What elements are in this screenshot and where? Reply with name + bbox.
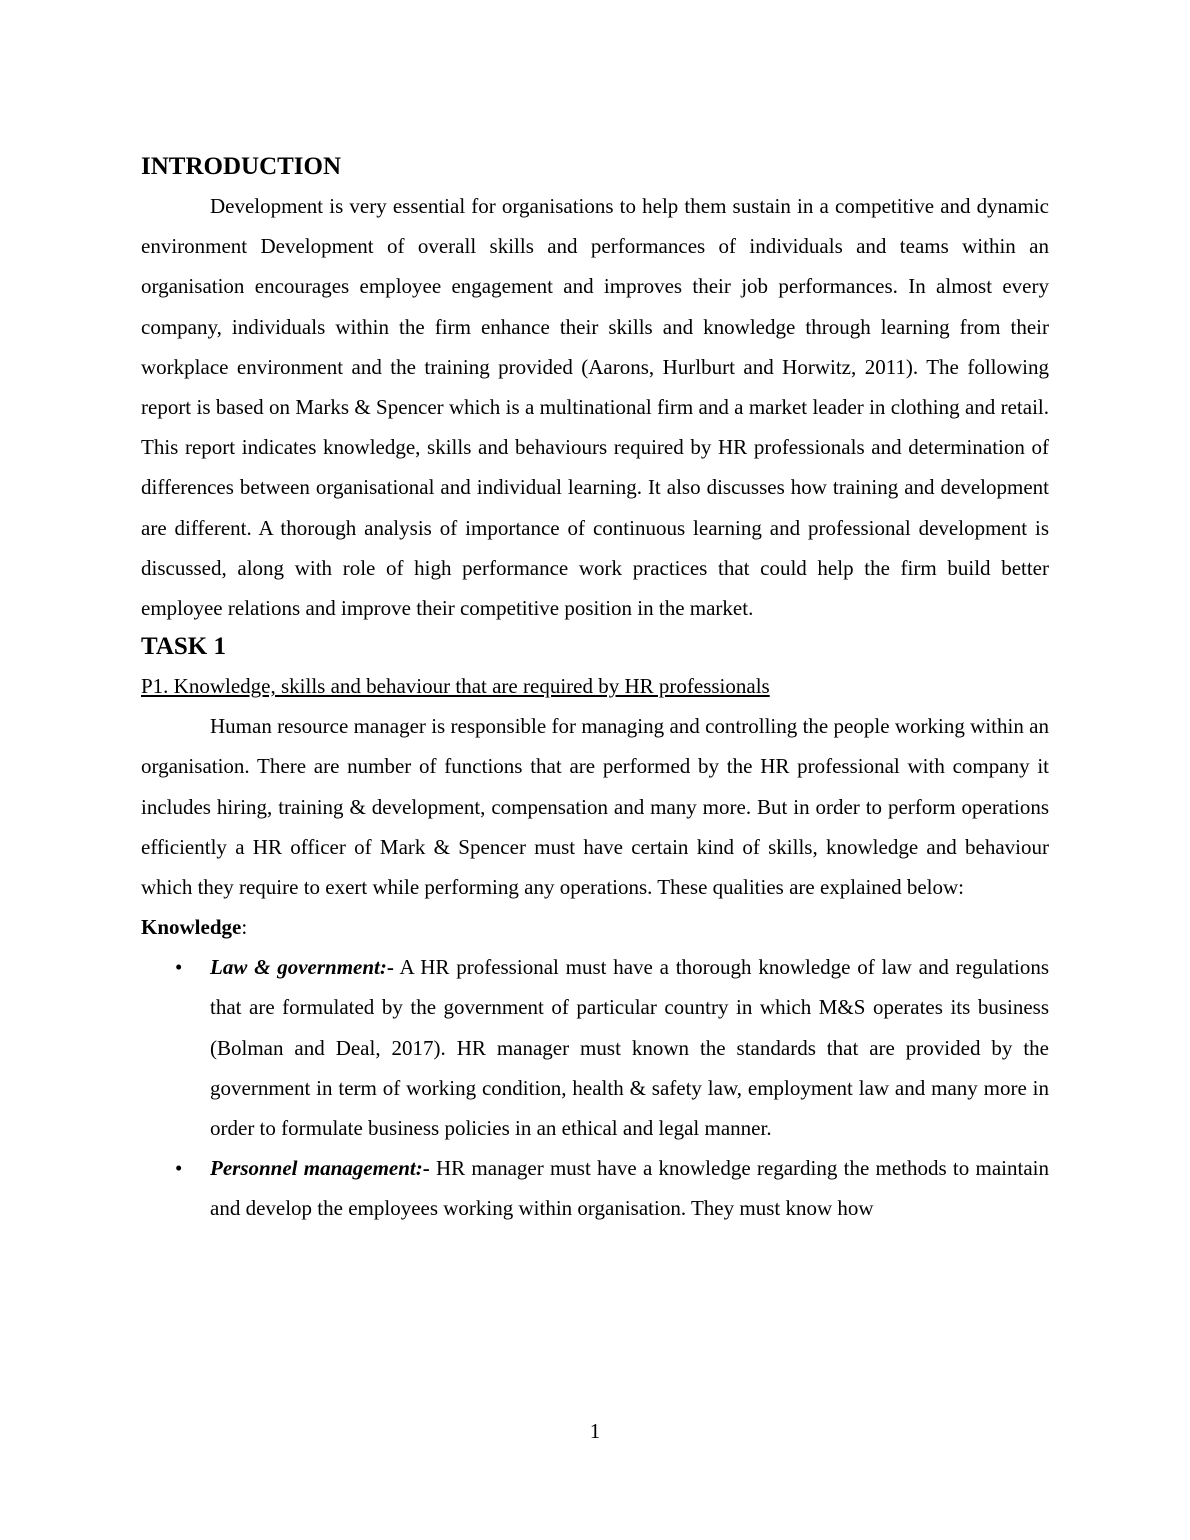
list-item [141, 947, 1049, 1148]
knowledge-label-line [141, 907, 1049, 947]
bullet-term-dash: - [386, 955, 394, 980]
bullet-term-dash: - [422, 1156, 430, 1181]
task1-subheading: P1. Knowledge, skills and behaviour that are required by HR professionals [141, 674, 770, 699]
task1-heading: TASK 1 [141, 633, 226, 661]
knowledge-bullet-list [141, 947, 1049, 1228]
list-item [141, 1148, 1049, 1228]
introduction-paragraph: Development is very essential for organisations to help them sustain in a competitive and dynamic environment Development of overall skills and performances of individuals and teams within an organisation encourages employee engagement and improves their job performances. In almost every company, individuals within the firm enhance their skills and knowledge through learning from their workplace environment and the training provided (Aarons, Hurlburt and Horwitz, 2011). The following report is based on Marks & Spencer which is a multinational firm and a market leader in clothing and retail. This report indicates knowledge, skills and behaviours required by HR professionals and determination of differences between organisational and individual learning. It also discusses how training and development are different. A thorough analysis of importance of continuous learning and professional development is discussed, along with role of high performance work practices that could help the firm build better employee relations and improve their competitive position in the market. [141, 194, 1049, 621]
task1-paragraph: Human resource manager is responsible for managing and controlling the people working within an organisation. There are number of functions that are performed by the HR professional with company it includes hiring, training & development, compensation and many more. But in order to perform operations efficiently a HR officer of Mark & Spencer must have certain kind of skills, knowledge and behaviour which they require to exert while performing any operations. These qualities are explained below: [141, 714, 1049, 900]
bullet-icon: • [175, 1156, 183, 1181]
document-page [141, 148, 1049, 1229]
knowledge-label: Knowledge [141, 915, 242, 940]
bullet-text: A HR professional must have a thorough knowledge of law and regulations that are formulated by the government of particular country in which M&S operates its business (Bolman and Deal, 2017). HR manager must known the standards that are provided by the government in term of working condition, health & safety law, employment law and many more in order to formulate business policies in an ethical and legal manner. [210, 955, 1049, 1141]
page-number: 1 [589, 1419, 601, 1443]
knowledge-colon: : [241, 915, 248, 940]
introduction-heading: INTRODUCTION [141, 153, 342, 180]
bullet-term: Law & government: [210, 955, 387, 980]
bullet-text: HR manager must have a knowledge regarding the methods to maintain and develop the employees working within organisation. They must know how [210, 1156, 1049, 1221]
bullet-icon: • [175, 955, 183, 980]
bullet-term: Personnel management: [210, 1156, 423, 1181]
